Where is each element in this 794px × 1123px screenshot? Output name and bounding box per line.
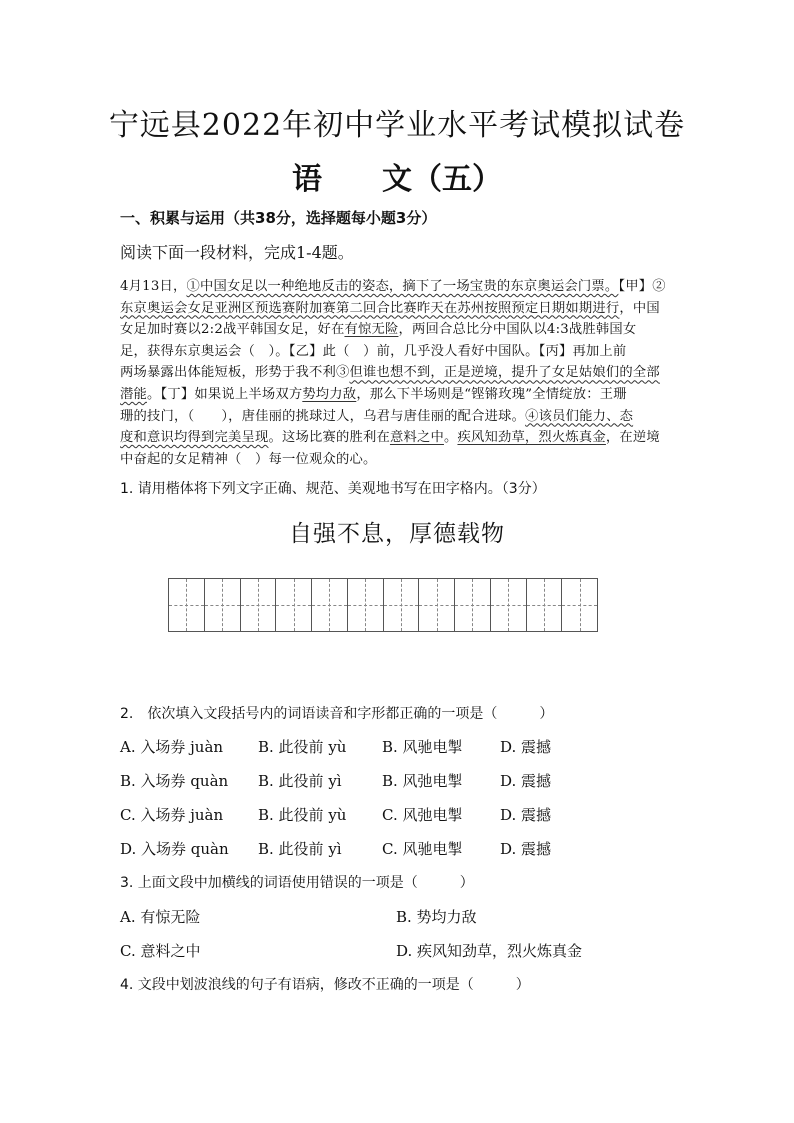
q2-option[interactable]: D. 震撼 — [500, 806, 552, 824]
question-1-prompt: 1. 请用楷体将下列文字正确、规范、美观地书写在田字格内。（3分） — [120, 481, 546, 497]
underlined-word: 有惊无险 — [344, 322, 399, 338]
passage-line: 两场暴露出体能短板，形势于我不利③但谁也想不到，正是逆境，提升了女足姑娘们的全部 — [120, 365, 660, 381]
q2-option[interactable]: B. 此役前 yì — [258, 840, 342, 858]
q2-option[interactable]: B. 此役前 yù — [258, 806, 347, 824]
question-2-prompt: 2. 依次填入文段括号内的词语读音和字形都正确的一项是（ ） — [120, 706, 554, 722]
grid-cell[interactable] — [348, 579, 384, 631]
q2-option[interactable]: D. 入场券 quàn — [120, 840, 229, 858]
grid-cell[interactable] — [241, 579, 277, 631]
subject-title: 语 文（五） — [292, 162, 502, 197]
grid-cell[interactable] — [419, 579, 455, 631]
passage-line: 珊的技门，（ ），唐佳丽的挑球过人，乌君与唐佳丽的配合进球。④该员们能力、态 — [120, 408, 634, 424]
wavy-sentence-1: ①中国女足以一种绝地反击的姿态，摘下了一场宝贵的东京奥运会门票。 — [186, 279, 619, 294]
grid-cell[interactable] — [312, 579, 348, 631]
q2-option[interactable]: B. 入场券 quàn — [120, 772, 229, 790]
q2-option[interactable]: B. 此役前 yì — [258, 772, 342, 790]
q2-option[interactable]: D. 震撼 — [500, 738, 552, 756]
passage-line: 中奋起的女足精神（ ）每一位观众的心。 — [120, 451, 377, 467]
calligraphy-phrase: 自强不息，厚德载物 — [289, 521, 505, 547]
grid-cell[interactable] — [455, 579, 491, 631]
passage-line: 4月13日，①中国女足以一种绝地反击的姿态，摘下了一场宝贵的东京奥运会门票。【甲】② — [120, 279, 666, 294]
passage-line: 足，获得东京奥运会（ ）。【乙】此（ ）前，几乎没人看好中国队。【丙】再加上前 — [120, 343, 627, 359]
q2-option[interactable]: B. 此役前 yù — [258, 738, 347, 756]
passage-line: 东京奥运会女足亚洲区预选赛附加赛第二回合比赛昨天在苏州按照预定日期如期进行，中国 — [120, 300, 660, 316]
underlined-word: 意料之中 — [389, 430, 444, 446]
q2-option[interactable]: B. 风驰电掣 — [382, 738, 463, 756]
reading-passage — [120, 276, 685, 470]
question-4-prompt: 4. 文段中划波浪线的句子有语病，修改不正确的一项是（ ） — [120, 977, 530, 993]
grid-cell[interactable] — [527, 579, 563, 631]
q3-option[interactable]: D. 疾风知劲草，烈火炼真金 — [396, 942, 583, 960]
grid-cell[interactable] — [205, 579, 241, 631]
q3-option[interactable]: B. 势均力敌 — [396, 908, 477, 926]
exam-title: 宁远县2022年初中学业水平考试模拟试卷 — [108, 108, 686, 143]
grid-cell[interactable] — [276, 579, 312, 631]
q2-option[interactable]: C. 入场券 juàn — [120, 806, 224, 824]
wavy-sentence-2: 东京奥运会女足亚洲区预选赛附加赛第二回合比赛昨天在苏州按照预定日期如期进行 — [120, 300, 620, 316]
wavy-sentence-3: 但谁也想不到，正是逆境，提升了女足姑娘们的全部 — [349, 365, 660, 381]
passage-line: 度和意识均得到完美呈现。这场比赛的胜利在意料之中。疾风知劲草，烈火炼真金，在逆境 — [120, 430, 660, 446]
q3-option[interactable]: A. 有惊无险 — [120, 908, 201, 926]
underlined-word: 疾风知劲草，烈火炼真金 — [457, 430, 606, 446]
q2-option[interactable]: D. 震撼 — [500, 772, 552, 790]
q2-option[interactable]: A. 入场券 juàn — [120, 738, 224, 756]
q2-option[interactable]: C. 风驰电掣 — [382, 840, 463, 858]
wavy-sentence-4: ④该员们能力、态 — [525, 408, 634, 424]
grid-cell[interactable] — [384, 579, 420, 631]
grid-cell[interactable] — [169, 579, 205, 631]
question-3-prompt: 3. 上面文段中加横线的词语使用错误的一项是（ ） — [120, 875, 474, 891]
grid-cell[interactable] — [491, 579, 527, 631]
q2-option[interactable]: C. 风弛电掣 — [382, 806, 463, 824]
q2-option[interactable]: B. 风弛电掣 — [382, 772, 463, 790]
section-heading: 一、积累与运用（共38分，选择题每小题3分） — [120, 209, 437, 227]
grid-cell[interactable] — [562, 579, 597, 631]
tianzige-grid[interactable] — [168, 578, 598, 632]
q2-option[interactable]: D. 震撼 — [500, 840, 552, 858]
passage-line: 女足加时赛以2:2战平韩国女足，好在有惊无险，两回合总比分中国队以4:3战胜韩国女 — [120, 322, 637, 338]
underlined-word: 势均力敌 — [302, 386, 357, 402]
q3-option[interactable]: C. 意料之中 — [120, 942, 201, 960]
passage-line: 潜能。【丁】如果说上半场双方势均力敌，那么下半场则是“铿锵玫瑰”全情绽放：王珊 — [120, 386, 627, 402]
reading-instruction: 阅读下面一段材料，完成1-4题。 — [120, 243, 354, 262]
